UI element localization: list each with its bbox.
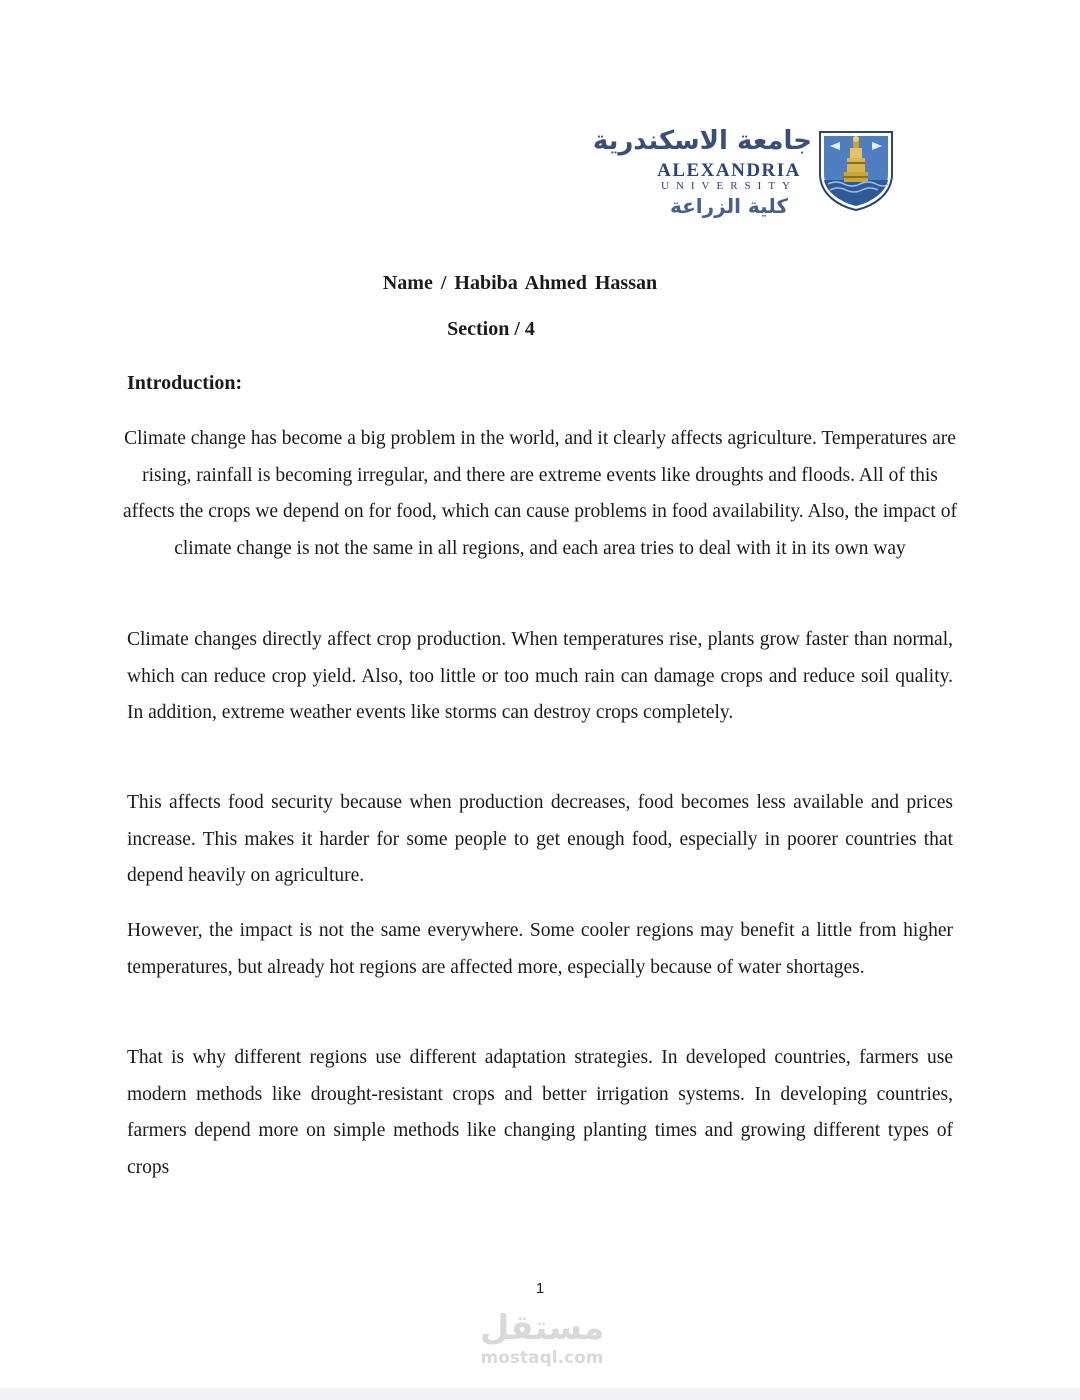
page-edge	[0, 1388, 1080, 1400]
university-logo	[592, 122, 900, 232]
paragraph-regional-impact: However, the impact is not the same everywhere. Some cooler regions may benefit a little from higher temperatures, but already hot regions are affected more, especially because of water shortages.	[127, 920, 953, 978]
introduction-heading: Introduction:	[127, 372, 243, 394]
watermark-english: mostaql.com	[480, 1348, 604, 1368]
paragraph-food-security: This affects food security because when production decreases, food becomes less available and prices increase. This makes it harder for some people to get enough food, especially in poorer countries that depend heavily on agriculture.	[127, 792, 953, 886]
paragraph-crop-production: Climate changes directly affect crop production. When temperatures rise, plants grow faster than normal, which can reduce crop yield. Also, too little or too much rain can damage crops and reduce soil quality. In addition, extreme weather events like storms can destroy crops completely.	[127, 629, 953, 723]
logo-english-title: ALEXANDRIA	[657, 160, 801, 181]
watermark-arabic: مستقل	[479, 1308, 605, 1348]
logo-arabic-title: جامعة الاسكندرية	[592, 126, 812, 156]
section-number: Section / 4	[447, 318, 535, 340]
paragraph-intro: Climate change has become a big problem in the world, and it clearly affects agriculture. Temperatures are rising, rainfall is becoming irregular, and there are extreme events like droughts and floods. All of this affects the crops we depend on for food, which can cause problems in food availability. Also, the impact of climate change is not the same in all regions, and each area tries to deal with it in its own way	[123, 428, 957, 559]
logo-faculty-title: كلية الزراعة	[669, 194, 789, 218]
logo-english-subtitle: UNIVERSITY	[661, 180, 797, 192]
page-number: 1	[535, 1280, 545, 1297]
paragraph-adaptation: That is why different regions use different adaptation strategies. In developed countries, farmers use modern methods like drought-resistant crops and better irrigation systems. In developing countries, farmers depend more on simple methods like changing planting times and growing different types of crops	[127, 1047, 953, 1178]
lighthouse-shield-icon	[816, 128, 896, 212]
student-name: Name / Habiba Ahmed Hassan	[382, 272, 658, 294]
mostaql-watermark	[462, 1308, 622, 1378]
